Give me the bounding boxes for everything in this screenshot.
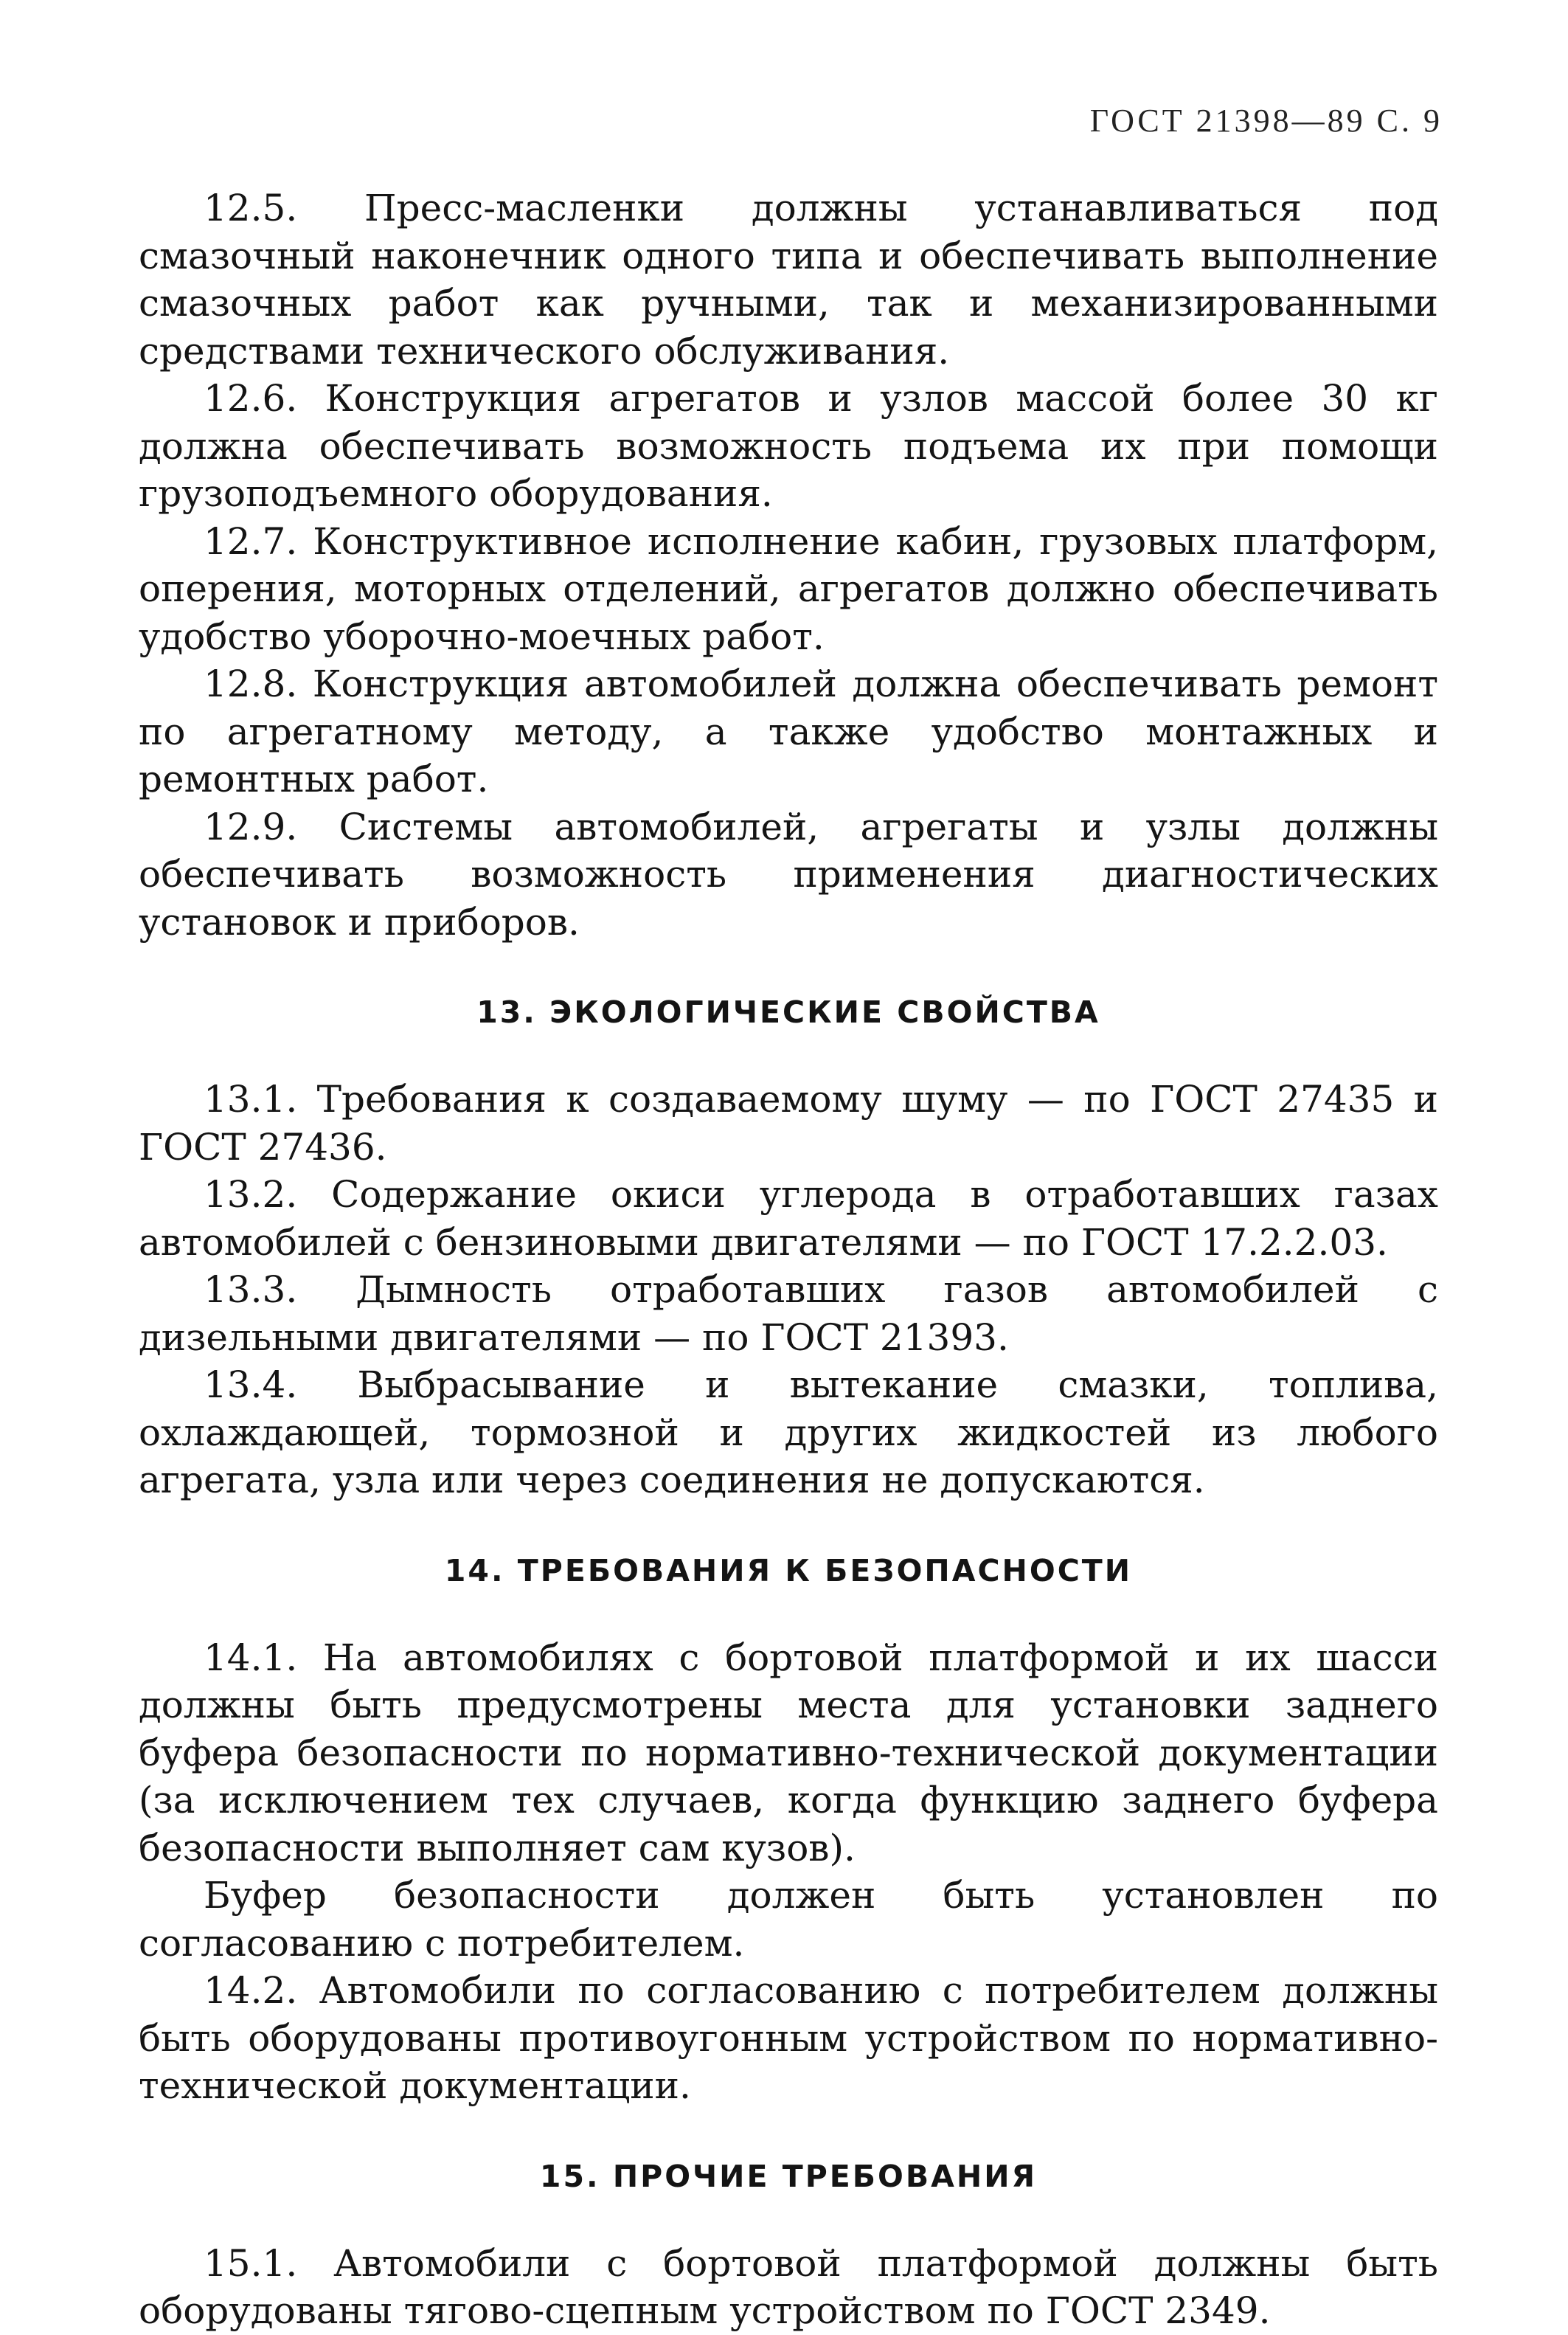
section-title-15: 15. ПРОЧИЕ ТРЕБОВАНИЯ xyxy=(539,2158,1038,2194)
running-header: ГОСТ 21398—89 С. 9 xyxy=(1089,103,1443,139)
paragraph-12-8: 12.8. Конструкция автомобилей должна обеспечивать ремонт по агрегатному методу, а также удобство монтажных и ремонтных работ. xyxy=(139,663,1438,800)
paragraph-12-7: 12.7. Конструктивное исполнение кабин, грузовых платформ, оперения, моторных отделений, агрегатов должно обеспечивать удобство уборочно-моечных работ. xyxy=(139,519,1438,658)
paragraph-12-6: 12.6. Конструкция агрегатов и узлов массой более 30 кг должна обеспечивать возможность подъема их при помощи грузоподъемного оборудования. xyxy=(139,377,1438,515)
paragraph-12-5: 12.5. Пресс-масленки должны устанавливаться под смазочный наконечник одного типа и обеспечивать выполнение смазочных работ как ручными, так и механизированными средствами технического обслуживания. xyxy=(139,187,1438,373)
paragraph-14-1-buffer: Буфер безопасности должен быть установлен по согласованию с потребителем. xyxy=(139,1874,1438,1965)
paragraph-13-2: 13.2. Содержание окиси углерода в отработавших газах автомобилей с бензиновыми двигателями — по ГОСТ 17.2.2.03. xyxy=(139,1173,1438,1264)
paragraph-13-1: 13.1. Требования к создаваемому шуму — по ГОСТ 27435 и ГОСТ 27436. xyxy=(139,1078,1438,1169)
paragraph-13-3: 13.3. Дымность отработавших газов автомобилей с дизельными двигателями — по ГОСТ 21393. xyxy=(139,1268,1438,1359)
section-title-14: 14. ТРЕБОВАНИЯ К БЕЗОПАСНОСТИ xyxy=(444,1552,1133,1588)
paragraph-13-4: 13.4. Выбрасывание и вытекание смазки, топлива, охлаждающей, тормозной и других жидкостей из любого агрегата, узла или через соединения не допускаются. xyxy=(139,1363,1438,1501)
page-body xyxy=(139,184,1438,2335)
paragraph-14-2: 14.2. Автомобили по согласованию с потребителем должны быть оборудованы противоугонным устройством по нормативно-технической документации. xyxy=(139,1969,1438,2107)
section-title-13: 13. ЭКОЛОГИЧЕСКИЕ СВОЙСТВА xyxy=(476,994,1100,1030)
paragraph-12-9: 12.9. Системы автомобилей, агрегаты и узлы должны обеспечивать возможность применения диагностических установок и приборов. xyxy=(139,805,1438,944)
paragraph-14-1: 14.1. На автомобилях с бортовой платформой и их шасси должны быть предусмотрены места для установки заднего буфера безопасности по нормативно-технической документации (за исключением тех случаев, когда функцию заднего буфера безопасности выполняет сам кузов). xyxy=(139,1636,1438,1869)
paragraph-15-1: 15.1. Автомобили с бортовой платформой должны быть оборудованы тягово-сцепным устройством по ГОСТ 2349. xyxy=(139,2241,1438,2332)
